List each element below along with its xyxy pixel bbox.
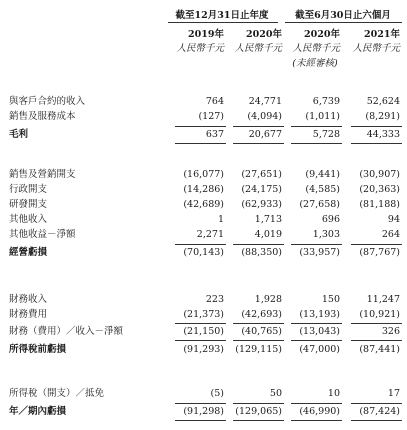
- cell-value: (87,767): [359, 247, 400, 258]
- cell-value: (24,175): [241, 184, 282, 195]
- row-label: 年／期內虧損: [9, 406, 67, 417]
- subtotal-rule: [233, 126, 284, 127]
- cell-value: 1,303: [312, 229, 340, 240]
- subtotal-rule: [233, 323, 284, 324]
- row-operating-loss: [0, 246, 407, 259]
- row-finance-costs: [0, 308, 407, 321]
- cell-value: 5,728: [312, 129, 340, 140]
- subtotal-rule: [351, 244, 402, 245]
- row-label: 其他收益－淨額: [9, 229, 76, 240]
- cell-value: (42,693): [241, 309, 282, 320]
- cell-value: (9,441): [305, 169, 340, 180]
- row-label: 所得稅前虧損: [9, 344, 67, 355]
- subtotal-rule: [351, 323, 402, 324]
- subtotal-rule: [175, 244, 226, 245]
- cell-value: (27,651): [241, 169, 282, 180]
- cell-value: 17: [387, 388, 400, 399]
- cell-value: 50: [269, 388, 282, 399]
- cell-value: (40,765): [241, 326, 282, 337]
- cell-value: (30,907): [359, 169, 400, 180]
- cell-value: (21,150): [183, 326, 224, 337]
- subtotal-rule: [233, 340, 284, 341]
- row-cost-of-sales: [0, 110, 407, 123]
- cell-value: 1: [217, 214, 224, 225]
- header-unit-3: 人民幣千元: [352, 43, 400, 54]
- cell-value: 20,677: [248, 129, 282, 140]
- cell-value: 4,019: [254, 229, 282, 240]
- cell-value: (46,990): [299, 406, 340, 417]
- cell-value: 6,739: [312, 96, 340, 107]
- cell-value: 1,928: [254, 294, 282, 305]
- cell-value: (21,373): [183, 309, 224, 320]
- cell-value: (127): [198, 111, 224, 122]
- header-year-1: 2020年: [246, 29, 282, 40]
- row-loss-before-tax: [0, 343, 407, 356]
- cell-value: (47,000): [299, 344, 340, 355]
- cell-value: (33,957): [299, 247, 340, 258]
- subtotal-rule: [291, 340, 342, 341]
- cell-value: (13,193): [299, 309, 340, 320]
- total-rule: [351, 420, 402, 421]
- cell-value: (27,658): [299, 199, 340, 210]
- row-label: 行政開支: [9, 184, 48, 195]
- cell-value: (70,143): [183, 247, 224, 258]
- cell-value: (20,363): [359, 184, 400, 195]
- header-unit-0: 人民幣千元: [176, 43, 224, 54]
- cell-value: (42,689): [183, 199, 224, 210]
- cell-value: 24,771: [248, 96, 282, 107]
- subtotal-rule: [233, 403, 284, 404]
- cell-value: (81,188): [359, 199, 400, 210]
- subtotal-rule: [291, 323, 342, 324]
- subtotal-rule: [351, 126, 402, 127]
- header-year-2: 2020年: [304, 29, 340, 40]
- row-label: 銷售及營銷開支: [9, 169, 76, 180]
- total-rule: [291, 420, 342, 421]
- subtotal-rule: [291, 143, 342, 144]
- cell-value: (91,293): [183, 344, 224, 355]
- cell-value: (14,286): [183, 184, 224, 195]
- cell-value: 44,333: [366, 129, 400, 140]
- subtotal-rule: [233, 244, 284, 245]
- header-unit-2: 人民幣千元: [292, 43, 340, 54]
- subtotal-rule: [351, 340, 402, 341]
- total-rule: [175, 420, 226, 421]
- row-net-finance: [0, 325, 407, 338]
- subtotal-rule: [175, 143, 226, 144]
- cell-value: 264: [381, 229, 400, 240]
- row-label: 財務費用: [9, 309, 48, 320]
- cell-value: 150: [321, 294, 340, 305]
- row-gross-profit: [0, 128, 407, 141]
- cell-value: (62,933): [241, 199, 282, 210]
- row-loss-for-period: [0, 405, 407, 418]
- row-rnd-expenses: [0, 198, 407, 211]
- cell-value: (129,115): [235, 344, 282, 355]
- cell-value: (91,298): [183, 406, 224, 417]
- row-label: 其他收入: [9, 214, 48, 225]
- header-unit-1: 人民幣千元: [234, 43, 282, 54]
- cell-value: (87,424): [359, 406, 400, 417]
- header-unaudited-note: (未經審核): [292, 58, 338, 69]
- cell-value: (5): [210, 388, 224, 399]
- row-label: 銷售及服務成本: [9, 111, 76, 122]
- cell-value: 764: [205, 96, 224, 107]
- subtotal-rule: [175, 126, 226, 127]
- row-label: 與客戶合約的收入: [9, 96, 86, 107]
- header-year-0: 2019年: [188, 29, 224, 40]
- cell-value: (4,094): [247, 111, 282, 122]
- cell-value: 637: [205, 129, 224, 140]
- header-year-group-rule: [168, 22, 278, 23]
- row-admin-expenses: [0, 183, 407, 196]
- cell-value: 10: [327, 388, 340, 399]
- cell-value: (87,441): [359, 344, 400, 355]
- row-other-gains: [0, 228, 407, 241]
- cell-value: 2,271: [196, 229, 224, 240]
- cell-value: (16,077): [183, 169, 224, 180]
- total-rule: [233, 420, 284, 421]
- subtotal-rule: [175, 403, 226, 404]
- cell-value: (10,921): [359, 309, 400, 320]
- cell-value: 94: [387, 214, 400, 225]
- cell-value: (88,350): [241, 247, 282, 258]
- header-year-group: 截至12月31日止年度: [175, 10, 269, 21]
- cell-value: 52,624: [366, 96, 400, 107]
- row-label: 毛利: [9, 129, 29, 140]
- cell-value: 223: [205, 294, 224, 305]
- cell-value: 326: [381, 326, 400, 337]
- cell-value: (1,011): [305, 111, 340, 122]
- cell-value: (4,585): [305, 184, 340, 195]
- header-half-group-rule: [285, 22, 402, 23]
- row-label: 財務（費用）／收入－淨額: [9, 326, 124, 337]
- subtotal-rule: [291, 244, 342, 245]
- subtotal-rule: [175, 340, 226, 341]
- subtotal-rule: [291, 126, 342, 127]
- header-year-3: 2021年: [364, 29, 400, 40]
- row-label: 所得稅（開支）／抵免: [9, 388, 105, 399]
- subtotal-rule: [291, 403, 342, 404]
- cell-value: (13,043): [299, 326, 340, 337]
- row-label: 經營虧損: [9, 247, 48, 258]
- row-selling-expenses: [0, 168, 407, 181]
- cell-value: (129,065): [235, 406, 282, 417]
- subtotal-rule: [351, 143, 402, 144]
- row-label: 研發開支: [9, 199, 48, 210]
- header-half-group: 截至6月30日止六個月: [295, 10, 391, 21]
- cell-value: 11,247: [366, 294, 400, 305]
- subtotal-rule: [233, 143, 284, 144]
- row-label: 財務收入: [9, 294, 48, 305]
- row-income-tax: [0, 387, 407, 400]
- cell-value: 1,713: [254, 214, 282, 225]
- row-other-income: [0, 213, 407, 226]
- row-finance-income: [0, 293, 407, 306]
- subtotal-rule: [175, 323, 226, 324]
- subtotal-rule: [351, 403, 402, 404]
- cell-value: 696: [321, 214, 340, 225]
- cell-value: (8,291): [365, 111, 400, 122]
- row-revenue: [0, 95, 407, 108]
